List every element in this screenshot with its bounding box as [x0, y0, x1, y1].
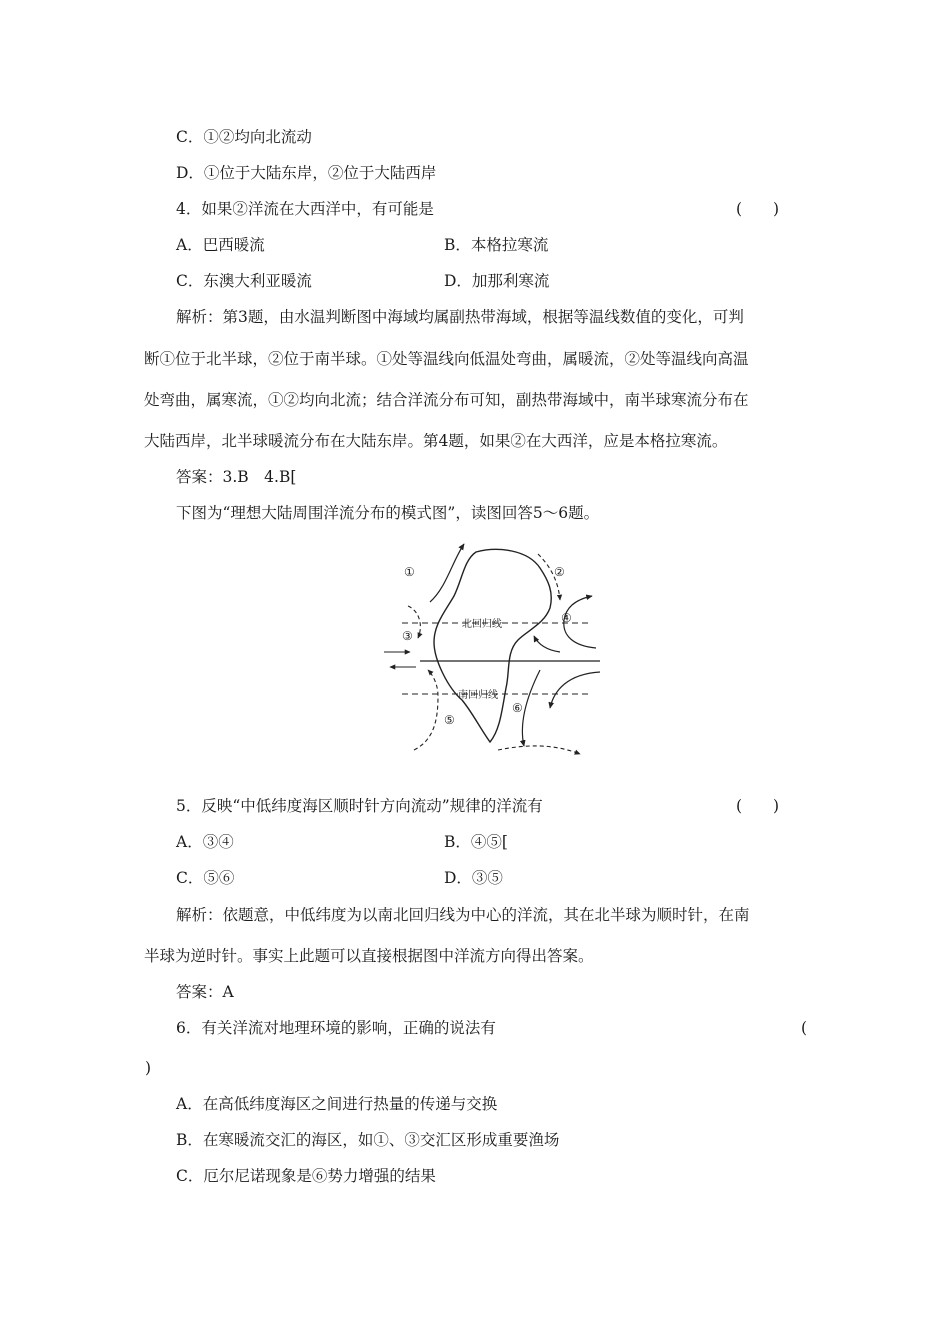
explanation-3-4-line4: 大陆西岸，北半球暖流分布在大陆东岸。第4题，如果②在大西洋，应是本格拉寒流。 — [144, 432, 728, 450]
current-5-mark: ⑤ — [444, 713, 455, 727]
q4-option-a: A．巴西暖流 — [176, 236, 265, 254]
q6-option-c: C．厄尔尼诺现象是⑥势力增强的结果 — [176, 1167, 436, 1185]
current-3-mark: ③ — [402, 629, 413, 643]
current-6-mark: ⑥ — [512, 701, 523, 715]
answer-5: 答案：A — [176, 983, 234, 1001]
q4-option-d: D．加那利寒流 — [444, 272, 550, 290]
q5-option-c: C．⑤⑥ — [176, 869, 235, 887]
north-tropic-label: 北回归线 — [462, 619, 502, 630]
q4-answer-paren: ( ) — [736, 200, 780, 218]
q5-stem: 5．反映“中低纬度海区顺时针方向流动”规律的洋流有 — [176, 797, 543, 815]
q6-option-a: A．在高低纬度海区之间进行热量的传递与交换 — [176, 1095, 498, 1113]
q6-paren-open: ( — [801, 1019, 808, 1037]
q3-option-d: D．①位于大陆东岸，②位于大陆西岸 — [176, 164, 437, 182]
current-south-outflow-arrow — [498, 746, 580, 754]
q4-option-c: C．东澳大利亚暖流 — [176, 272, 312, 290]
ocean-current-diagram-svg — [378, 540, 604, 772]
explanation-3-4-line2: 断①位于北半球，②位于南半球。①处等温线向低温处弯曲，属暖流，②处等温线向高温 — [144, 350, 749, 368]
q6-stem: 6．有关洋流对地理环境的影响，正确的说法有 — [176, 1019, 496, 1037]
explanation-5-line1: 解析：依题意，中低纬度为以南北回归线为中心的洋流，其在北半球为顺时针，在南 — [176, 906, 750, 924]
current-5-arrow — [414, 670, 438, 750]
current-1-mark: ① — [404, 565, 415, 579]
q5-option-d: D．③⑤ — [444, 869, 503, 887]
current-2-mark: ② — [554, 565, 565, 579]
current-6-arrow — [522, 670, 540, 746]
explanation-3-4-line3: 处弯曲，属寒流，①②均向北流；结合洋流分布可知，副热带海域中，南半球寒流分布在 — [144, 391, 749, 409]
explanation-3-4-line1: 解析：第3题，由水温判断图中海域均属副热带海域，根据等温线数值的变化，可判 — [176, 308, 744, 326]
q4-stem: 4．如果②洋流在大西洋中，有可能是 — [176, 200, 434, 218]
ocean-current-diagram — [378, 540, 604, 772]
q6-paren-close: ) — [145, 1059, 152, 1077]
answer-3-4: 答案：3.B 4.B[ — [176, 468, 297, 486]
q5-option-b: B．④⑤[ — [444, 833, 508, 851]
south-tropic-label: 南回归线 — [458, 690, 498, 701]
q5-answer-paren: ( ) — [736, 797, 780, 815]
current-north-equatorial-arrow — [534, 636, 560, 652]
q4-option-b: B．本格拉寒流 — [444, 236, 549, 254]
q3-option-c: C．①②均向北流动 — [176, 128, 312, 146]
figure-intro: 下图为“理想大陆周围洋流分布的模式图”，读图回答5～6题。 — [176, 504, 600, 522]
q6-option-b: B．在寒暖流交汇的海区，如①、③交汇区形成重要渔场 — [176, 1131, 560, 1149]
q5-option-a: A．③④ — [176, 833, 234, 851]
current-4-mark: ④ — [561, 611, 572, 625]
current-1-arrow — [430, 544, 464, 602]
explanation-5-line2: 半球为逆时针。事实上此题可以直接根据图中洋流方向得出答案。 — [144, 947, 594, 965]
current-south-equatorial-arrow — [550, 672, 600, 708]
